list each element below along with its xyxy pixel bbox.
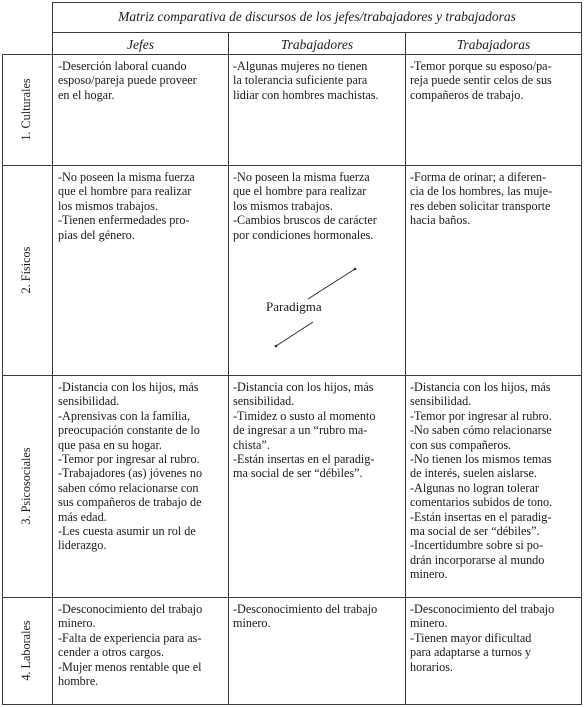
column-header-trabajadoras: Trabajadoras: [456, 37, 531, 52]
column-divider: [405, 32, 406, 705]
cell-culturales-trabajadoras: -Temor porque su esposo/pa- reja puede sentir celos de sus compañeros de trabajo.: [410, 59, 552, 102]
cell-laborales-trabajadores: -Desconocimiento del trabajo minero.: [233, 602, 378, 631]
cell-fisicos-trabajadoras: -Forma de orinar; a diferen- cia de los hombres, las muje- res deben solicitar transporte hacia baños.: [410, 170, 553, 228]
cell-fisicos-trabajadores: -No poseen la misma fuerza que el hombre para realizar los mismos trabajos. -Cambios bruscos de carácter por condiciones hormonales.: [233, 170, 377, 242]
cell-laborales-trabajadoras: -Desconocimiento del trabajo minero. -Tienen mayor dificultad para adaptarse a turnos y horarios.: [410, 602, 555, 674]
comparison-table: [2, 2, 582, 705]
title-divider: [52, 32, 582, 33]
row-divider: [2, 165, 582, 166]
label-column-divider: [52, 2, 53, 705]
paradigm-arrow-tip-lower: [275, 345, 278, 348]
row-label-fisicos: 2. Físicos: [19, 246, 33, 294]
cell-culturales-trabajadores: -Algunas mujeres no tienen la tolerancia suficiente para lidiar con hombres machistas.: [233, 59, 379, 102]
row-label-laborales: 4. Laborales: [19, 620, 33, 681]
cell-laborales-jefes: -Desconocimiento del trabajo minero. -Falta de experiencia para as- cender a otros cargos. -Mujer menos rentable que el hombre.: [58, 602, 203, 689]
row-divider: [2, 597, 582, 598]
paradigm-arrow-tip-upper: [354, 268, 357, 271]
column-divider: [228, 32, 229, 705]
table-border-left: [2, 54, 3, 705]
cell-psicosociales-trabajadoras: -Distancia con los hijos, más sensibilidad. -Temor por ingresar al rubro. -No saben cómo relacionarse con sus compañeros. -No tienen los mismos temas de interés, suelen aislarse. -Algunas no logran tolerar comentarios subidos de tono. -Están insertas en el paradig- ma social de ser “débiles”. -Incertidumbre sobre si po- drán incorporarse al mundo minero.: [410, 380, 553, 582]
column-header-jefes: Jefes: [127, 37, 154, 52]
cell-psicosociales-jefes: -Distancia con los hijos, más sensibilidad. -Aprensivas con la familia, preocupación constante de lo que pasa en su hogar. -Temor por ingresar al rubro. -Trabajadores (as) jóvenes no saben cómo relacionarse con sus compañeros de trabajo de más edad. -Les cuesta asumir un rol de liderazgo.: [58, 380, 203, 553]
table-title: Matriz comparativa de discursos de los jefes/trabajadores y trabajadoras: [118, 9, 516, 24]
cell-psicosociales-trabajadores: -Distancia con los hijos, más sensibilidad. -Timidez o susto al momento de ingresar a un “rubro ma- chista”. -Están insertas en el paradig- ma social de ser “débiles”.: [233, 380, 376, 481]
paradigm-arrow-upper: [308, 269, 355, 299]
cell-culturales-jefes: -Deserción laboral cuando esposo/pareja puede proveer en el hogar.: [58, 59, 197, 102]
paradigm-arrow-lower: [276, 322, 313, 346]
row-label-culturales: 1. Culturales: [19, 78, 33, 141]
column-header-trabajadores: Trabajadores: [280, 37, 354, 52]
table-border-bottom: [2, 704, 582, 705]
header-divider: [2, 54, 582, 55]
row-label-psicosociales: 3. Psicosociales: [19, 447, 33, 525]
table-border-top: [52, 2, 582, 3]
row-divider: [2, 375, 582, 376]
cell-fisicos-jefes: -No poseen la misma fuerza que el hombre para realizar los mismos trabajos. -Tienen enfermedades pro- pias del género.: [58, 170, 195, 242]
table-border-right: [581, 2, 582, 705]
paradigm-label: Paradigma: [266, 299, 322, 314]
